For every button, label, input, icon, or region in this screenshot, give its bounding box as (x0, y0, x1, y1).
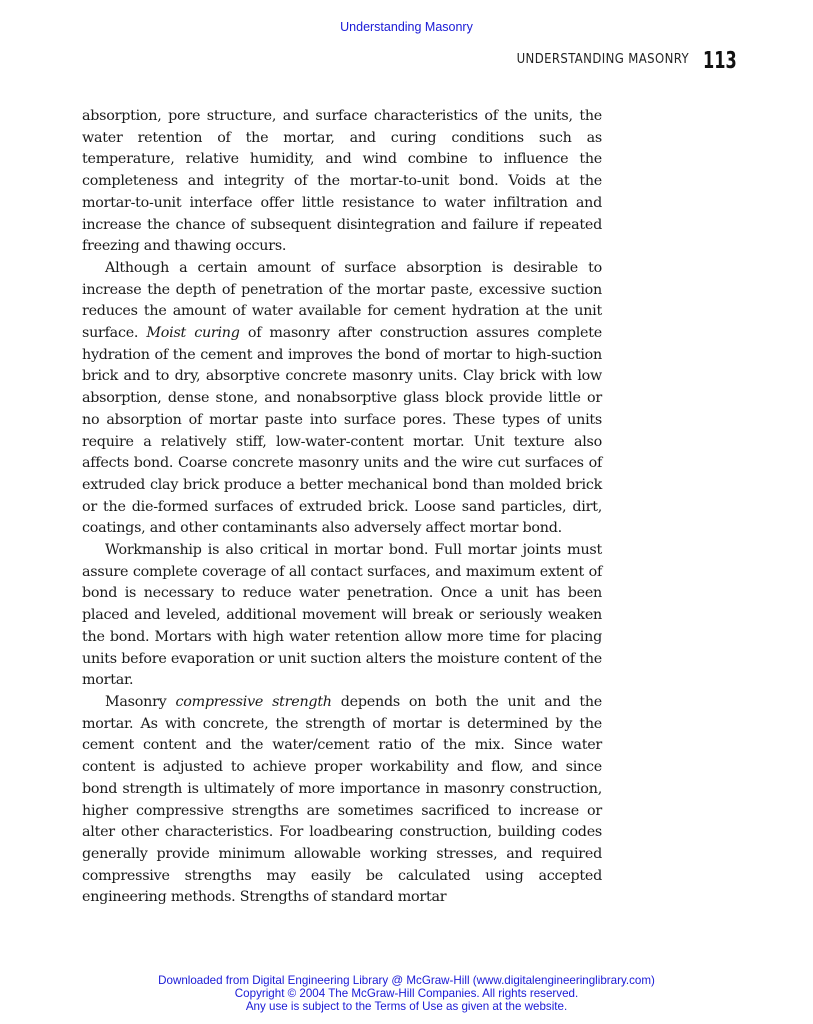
running-head: UNDERSTANDING MASONRY (516, 52, 689, 67)
paragraph-2-text-a: Although a certain amount of surface absorption is desirable to increase the depth of penetration of the mortar paste, excessive suction reduces the amount of water available for cement hydration at the unit surface. (82, 259, 602, 342)
footer-copyright: Copyright © 2004 The McGraw-Hill Companies. All rights reserved. (234, 987, 579, 1000)
paragraph-2-text-b: of masonry after construction assures complete hydration of the cement and improves the bond of mortar to high-suction brick and to dry, absorptive concrete masonry units. Clay brick with low absorption, dense stone, and nonabsorptive glass block provide little or no absorption of mortar paste into surface pores. These types of units require a relatively stiff, low-water-content mortar. Unit texture also affects bond. Coarse concrete masonry units and the wire cut surfaces of extruded clay brick produce a better mechanical bond than molded brick or the die-formed surfaces of extruded brick. Loose sand particles, dirt, coatings, and other contaminants also adversely affect mortar bond. (82, 325, 602, 537)
paragraph-3: Workmanship is also critical in mortar bond. Full mortar joints must assure complete coverage of all contact surfaces, and maximum extent of bond is necessary to reduce water penetration. Once a unit has been placed and leveled, additional movement will break or seriously weaken the bond. Mortars with high water retention allow more time for placing units before evaporation or unit suction alters the moisture content of the mortar. (82, 542, 602, 689)
paragraph-4-emphasis: compressive strength (175, 693, 332, 710)
paragraph-1: absorption, pore structure, and surface characteristics of the units, the water retention of the mortar, and curing conditions such as temperature, relative humidity, and wind combine to influence the completeness and integrity of the mortar-to-unit bond. Voids at the mortar-to-unit interface offer little resistance to water infiltration and increase the chance of subsequent disintegration and failure if repeated freezing and thawing occurs. (82, 108, 602, 255)
footer (0, 974, 813, 1013)
page-number: 113 (703, 48, 737, 74)
paragraph-4-text-a: Masonry (105, 693, 176, 710)
body-text (82, 106, 602, 909)
top-link[interactable]: Understanding Masonry (340, 20, 473, 34)
footer-download-link[interactable]: Downloaded from Digital Engineering Library @ McGraw-Hill (www.digitalengineeringlibrary.com) (158, 974, 655, 987)
footer-terms-link[interactable]: Any use is subject to the Terms of Use as given at the website. (245, 1000, 568, 1013)
paragraph-2 (82, 258, 602, 540)
paragraph-4-text-b: depends on both the unit and the mortar. As with concrete, the strength of mortar is determined by the cement content and the water/cement ratio of the mix. Since water content is adjusted to achieve proper workability and flow, and since bond strength is ultimately of more importance in masonry construction, higher compressive strengths are sometimes sacrificed to increase or alter other characteristics. For loadbearing construction, building codes generally provide minimum allowable working stresses, and required compressive strengths may easily be calculated using accepted engineering methods. Strengths of standard mortar (82, 693, 602, 906)
paragraph-2-emphasis: Moist curing (146, 325, 240, 342)
paragraph-4 (82, 692, 602, 909)
